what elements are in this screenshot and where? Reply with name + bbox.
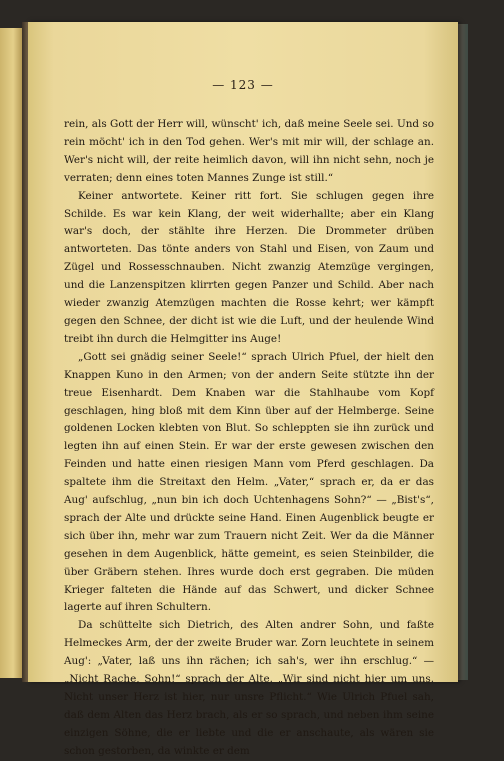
paragraph: rein, als Gott der Herr will, wünscht' ich, daß meine Seele sei. Und so rein möcht' ich in den Tod gehen. Wer's mit mir will, der schlage an. Wer's nicht will, der reite heimlich davon, will ihn nicht sehn, noch je verraten; denn eines toten Mannes Zunge ist still.“ — [64, 118, 434, 184]
book-cover-edge — [458, 24, 468, 680]
paragraph: Da schüttelte sich Dietrich, des Alten andrer Sohn, und faßte Helmeckes Arm, der der zweite Bruder war. Zorn leuchtete in seinem Aug': „Vater, laß uns ihn rächen; ich sah's, wer ihn erschlug.“ — „Nicht Rache, Sohn!“ sprach der Alte. „Wir sind nicht hier um uns. Nicht unser Herz ist hier, nur unsre Pflicht.“ Wie Ulrich Pfuel sah, daß dem Alten das Herz brach, als er so sprach, und neben ihm seine einzigen Söhne, die er liebte und die er anschaute, als wären sie schon gestorben, da winkte er dem — [64, 619, 434, 757]
page-number: — 123 — — [212, 78, 274, 92]
left-page-edge — [0, 28, 23, 678]
book-page — [28, 22, 458, 757]
body-text — [64, 116, 434, 761]
paragraph: „Gott sei gnädig seiner Seele!“ sprach Ulrich Pfuel, der hielt den Knappen Kuno in den Armen; von der andern Seite stützte ihn der treue Eisenhardt. Dem Knaben war die Stahlhaube vom Kopf geschlagen, hing bloß mit dem Kinn über auf der Helmberge. Seine goldenen Locken klebten von Blut. So schleppten sie ihn zurück und legten ihn auf einen Stein. Er war der erste gewesen zwischen den Feinden und hatte einen riesigen Mann vom Pferd geschlagen. Da spaltete ihm die Streitaxt den Helm. „Vater,“ sprach er, da er das Aug' aufschlug, „nun bin ich doch Uchtenhagens Sohn?“ — „Bist's“, sprach der Alte und drückte seine Hand. Einen Augenblick beugte er sich über ihn, mehr war zum Trauern nicht Zeit. Wer da die Männer gesehen in dem Augenblick, hätte gemeint, es seien Steinbilder, die über Gräbern stehen. Ihres wurde doch erst gegraben. Die müden Krieger falteten die Hände auf das Schwert, und dicker Schnee lagerte auf ihren Schultern. — [64, 350, 434, 614]
paragraph: Keiner antwortete. Keiner ritt fort. Sie schlugen gegen ihre Schilde. Es war kein Klang, der weit widerhallte; aber ein Klang war's doch, der stählte ihre Herzen. Die Drommeter drüben antworteten. Das tönte anders von Stahl und Eisen, von Zaum und Zügel und Rossesschnauben. Nicht zwanzig Atemzüge vergingen, und die Lanzenspitzen klirrten gegen Panzer und Schild. Aber nach wieder zwanzig Atemzügen machten die Rosse kehrt; wer kämpft gegen den Schnee, der dicht ist wie die Luft, und der heulende Wind treibt ihn durch die Helmgitter ins Auge! — [64, 189, 434, 345]
